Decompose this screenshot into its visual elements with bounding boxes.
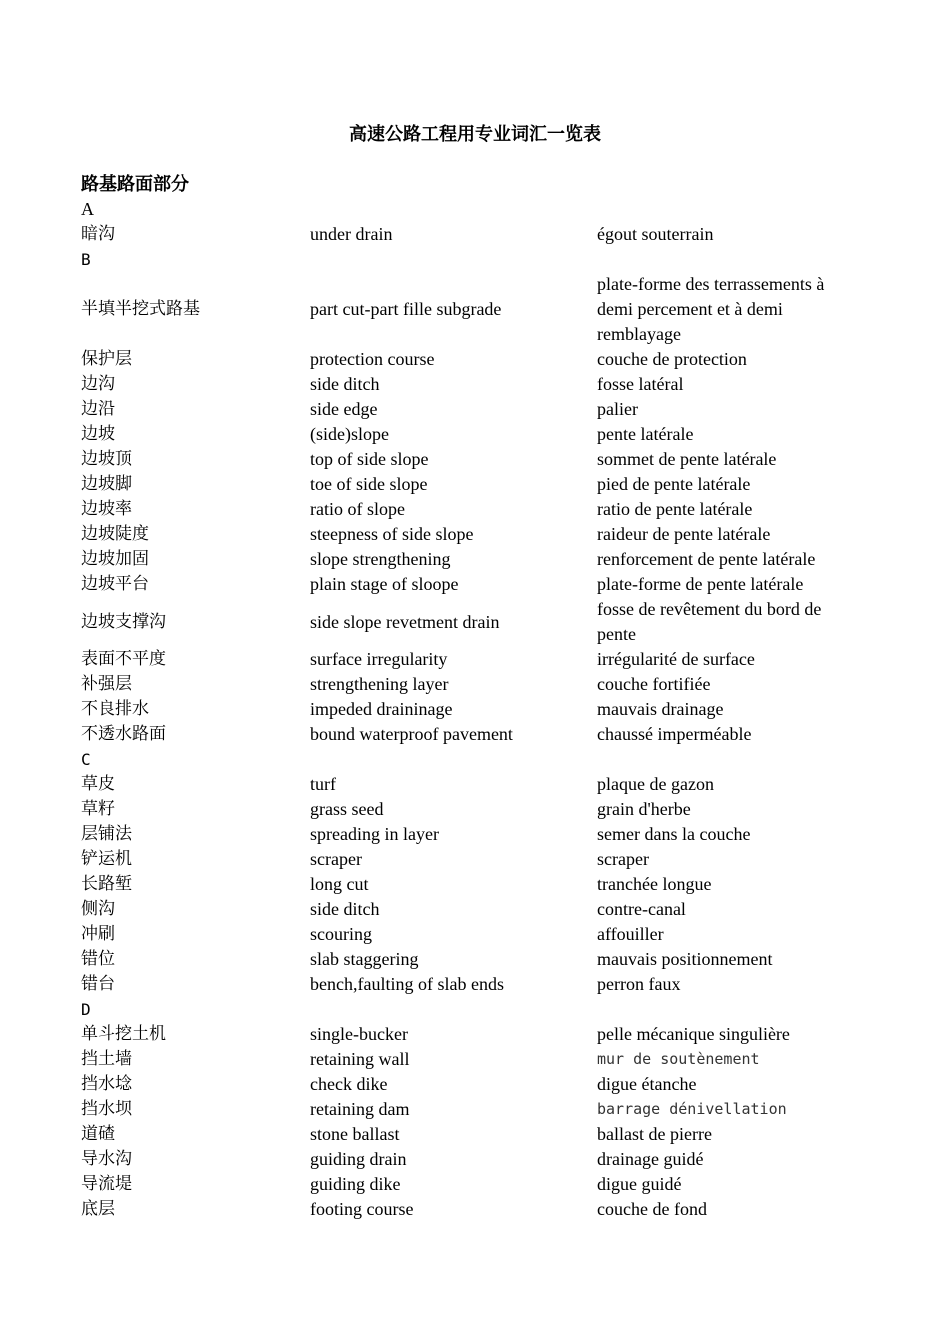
glossary-row [81, 472, 871, 497]
term-chinese: 长路堑 [81, 874, 132, 894]
term-english: check dike [310, 1074, 388, 1094]
glossary-row [81, 722, 871, 747]
term-chinese: 边坡陡度 [81, 524, 149, 544]
term-english: plain stage of sloope [310, 574, 459, 594]
term-chinese: 边沟 [81, 374, 115, 394]
term-chinese: 错台 [81, 974, 115, 994]
glossary-row [81, 347, 871, 372]
term-french: perron faux [597, 974, 681, 994]
glossary-row [81, 447, 871, 472]
term-english: turf [310, 774, 336, 794]
term-french: ballast de pierre [597, 1124, 712, 1144]
term-french: pelle mécanique singulière [597, 1024, 790, 1044]
term-english: bound waterproof pavement [310, 724, 513, 744]
term-french: couche fortifiée [597, 674, 711, 694]
term-french: raideur de pente latérale [597, 524, 771, 544]
term-english: strengthening layer [310, 674, 449, 694]
glossary-row [81, 822, 871, 847]
glossary-row [81, 647, 871, 672]
glossary-row [81, 1097, 871, 1122]
term-chinese: 挡土墙 [81, 1049, 132, 1069]
term-chinese: 草皮 [81, 774, 115, 794]
term-french: contre-canal [597, 899, 686, 919]
term-chinese: 表面不平度 [81, 649, 166, 669]
term-english: side edge [310, 399, 378, 419]
group-letter: B [81, 250, 91, 269]
term-chinese: 草籽 [81, 799, 115, 819]
term-french: plaque de gazon [597, 774, 714, 794]
term-chinese: 边坡平台 [81, 574, 149, 594]
glossary-row [81, 547, 871, 572]
term-chinese: 保护层 [81, 349, 132, 369]
glossary-row [81, 1022, 871, 1047]
term-french: semer dans la couche [597, 824, 751, 844]
term-english: scouring [310, 924, 372, 944]
glossary-row [81, 797, 871, 822]
term-chinese: 边坡加固 [81, 549, 149, 569]
term-english: side slope revetment drain [310, 611, 500, 632]
term-french: affouiller [597, 924, 664, 944]
term-english: top of side slope [310, 449, 429, 469]
glossary-row [81, 222, 871, 247]
term-english: side ditch [310, 899, 380, 919]
term-chinese: 不透水路面 [81, 724, 166, 744]
term-french: ratio de pente latérale [597, 499, 753, 519]
glossary-row [81, 697, 871, 722]
document-title: 高速公路工程用专业词汇一览表 [349, 124, 601, 145]
glossary-row [81, 847, 871, 872]
glossary-row [81, 372, 871, 397]
term-french: mauvais positionnement [597, 949, 773, 969]
section-title: 路基路面部分 [81, 174, 189, 195]
glossary-row [81, 272, 871, 347]
term-chinese: 补强层 [81, 674, 132, 694]
term-english: stone ballast [310, 1124, 400, 1144]
glossary-row [81, 947, 871, 972]
term-english: (side)slope [310, 424, 389, 444]
term-chinese: 铲运机 [81, 849, 132, 869]
term-french: grain d'herbe [597, 799, 691, 819]
glossary-table [81, 197, 871, 1222]
term-english: bench,faulting of slab ends [310, 974, 504, 994]
glossary-row [81, 1047, 871, 1072]
glossary-row [81, 597, 871, 647]
term-french: mur de soutènement [597, 1050, 760, 1068]
term-english: long cut [310, 874, 369, 894]
term-english: steepness of side slope [310, 524, 474, 544]
glossary-row [81, 922, 871, 947]
term-english: slab staggering [310, 949, 419, 969]
glossary-row [81, 522, 871, 547]
term-chinese: 挡水埝 [81, 1074, 132, 1094]
term-french: scraper [597, 849, 649, 869]
term-english: spreading in layer [310, 824, 439, 844]
term-english: single-bucker [310, 1024, 408, 1044]
term-chinese: 边沿 [81, 399, 115, 419]
term-french: fosse latéral [597, 374, 684, 394]
term-chinese: 边坡脚 [81, 474, 132, 494]
term-chinese: 单斗挖土机 [81, 1024, 166, 1044]
term-english: toe of side slope [310, 474, 428, 494]
term-french: mauvais drainage [597, 699, 724, 719]
term-english: guiding dike [310, 1174, 401, 1194]
group-letter: D [81, 1000, 91, 1019]
term-french: palier [597, 399, 638, 419]
term-french: couche de protection [597, 349, 747, 369]
term-chinese: 边坡支撑沟 [81, 611, 166, 632]
term-chinese: 导水沟 [81, 1149, 132, 1169]
term-french: digue guidé [597, 1174, 682, 1194]
term-french: chaussé imperméable [597, 724, 752, 744]
glossary-row [81, 1122, 871, 1147]
glossary-row [81, 897, 871, 922]
term-chinese: 暗沟 [81, 224, 115, 244]
term-chinese: 边坡率 [81, 499, 132, 519]
term-chinese: 层铺法 [81, 824, 132, 844]
term-english: grass seed [310, 799, 384, 819]
glossary-row [81, 1147, 871, 1172]
term-english: part cut-part fille subgrade [310, 299, 502, 319]
term-french: drainage guidé [597, 1149, 704, 1169]
term-french: plate-forme des terrassements à demi percement et à demi remblayage [597, 274, 825, 344]
term-english: footing course [310, 1199, 414, 1219]
term-chinese: 挡水坝 [81, 1099, 132, 1119]
glossary-row [81, 422, 871, 447]
term-english: scraper [310, 849, 362, 869]
term-chinese: 侧沟 [81, 899, 115, 919]
term-chinese: 底层 [81, 1199, 115, 1219]
term-french: digue étanche [597, 1074, 697, 1094]
term-english: guiding drain [310, 1149, 407, 1169]
term-english: retaining dam [310, 1099, 410, 1119]
glossary-row [81, 1072, 871, 1097]
term-english: retaining wall [310, 1049, 410, 1069]
glossary-row [81, 772, 871, 797]
term-english: under drain [310, 224, 393, 244]
term-chinese: 导流堤 [81, 1174, 132, 1194]
term-english: side ditch [310, 374, 380, 394]
document-page [81, 122, 871, 1222]
term-french: pied de pente latérale [597, 474, 751, 494]
glossary-row [81, 497, 871, 522]
glossary-row [81, 872, 871, 897]
term-english: ratio of slope [310, 499, 405, 519]
glossary-row [81, 397, 871, 422]
term-french: plate-forme de pente latérale [597, 574, 804, 594]
term-chinese: 错位 [81, 949, 115, 969]
term-french: sommet de pente latérale [597, 449, 777, 469]
term-french: couche de fond [597, 1199, 707, 1219]
term-english: impeded draininage [310, 699, 453, 719]
term-chinese: 不良排水 [81, 699, 149, 719]
term-chinese: 冲刷 [81, 924, 115, 944]
term-french: fosse de revêtement du bord de pente [597, 599, 822, 644]
term-chinese: 边坡顶 [81, 449, 132, 469]
glossary-row [81, 672, 871, 697]
glossary-row [81, 1172, 871, 1197]
glossary-row [81, 1197, 871, 1222]
term-french: barrage dénivellation [597, 1100, 787, 1118]
term-english: surface irregularity [310, 649, 448, 669]
term-french: égout souterrain [597, 224, 714, 244]
term-chinese: 边坡 [81, 424, 115, 444]
term-english: protection course [310, 349, 435, 369]
glossary-row [81, 972, 871, 997]
term-chinese: 道碴 [81, 1124, 115, 1144]
term-french: tranchée longue [597, 874, 712, 894]
group-letter: C [81, 750, 91, 769]
term-english: slope strengthening [310, 549, 451, 569]
term-chinese: 半填半挖式路基 [81, 299, 200, 319]
term-french: pente latérale [597, 424, 694, 444]
glossary-row [81, 572, 871, 597]
term-french: renforcement de pente latérale [597, 549, 816, 569]
term-french: irrégularité de surface [597, 649, 755, 669]
group-letter: A [81, 199, 94, 219]
